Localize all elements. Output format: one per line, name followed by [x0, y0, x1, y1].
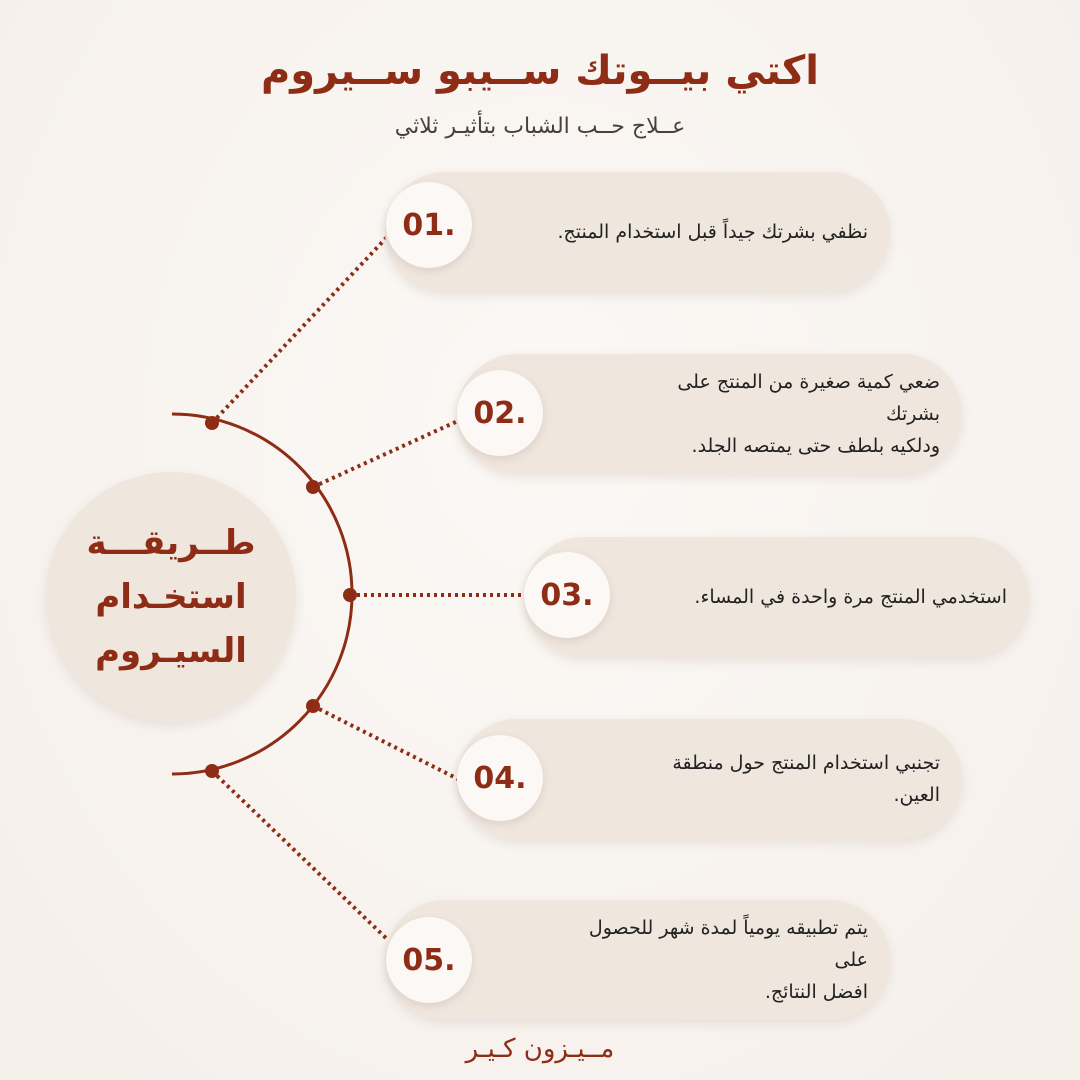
- step-5-number: 05.: [386, 917, 472, 1003]
- connector-line-1: [212, 236, 388, 423]
- connector-dot-2: [306, 480, 320, 494]
- connector-dot-1: [205, 416, 219, 430]
- step-2-text: ضعي كمية صغيرة من المنتج على بشرتك ودلكيه بلطف حتى يمتصه الجلد.: [677, 371, 940, 457]
- step-4-text: تجنبي استخدام المنتج حول منطقة العين.: [672, 752, 940, 806]
- connector-line-4: [313, 706, 460, 780]
- connector-line-5: [212, 771, 388, 940]
- connector-dot-5: [205, 764, 219, 778]
- step-1-number: 01.: [386, 182, 472, 268]
- page-title: اكتي بيــوتك ســيبو ســيروم: [260, 48, 820, 94]
- connector-dot-4: [306, 699, 320, 713]
- step-4-number: 04.: [457, 735, 543, 821]
- step-3-text: استخدمي المنتج مرة واحدة في المساء.: [694, 586, 1007, 608]
- connector-dot-3: [343, 588, 357, 602]
- step-2-number: 02.: [457, 370, 543, 456]
- badge-line-3: السيـروم: [95, 631, 247, 671]
- step-5-text: يتم تطبيقه يومياً لمدة شهر للحصول على افضل النتائج.: [588, 917, 868, 1003]
- badge-line-2: استخـدام: [95, 577, 247, 617]
- badge-line-1: طــريقـــة: [86, 523, 256, 563]
- step-3-number: 03.: [524, 552, 610, 638]
- brand-logo: مــيـزون كـيـر: [465, 1034, 615, 1064]
- page-subtitle: عــلاج حــب الشباب بتأثيـر ثلاثي: [394, 114, 686, 139]
- connector-line-2: [313, 420, 460, 487]
- step-1-text: نظفي بشرتك جيداً قبل استخدام المنتج.: [557, 221, 868, 243]
- usage-method-badge: [46, 472, 296, 722]
